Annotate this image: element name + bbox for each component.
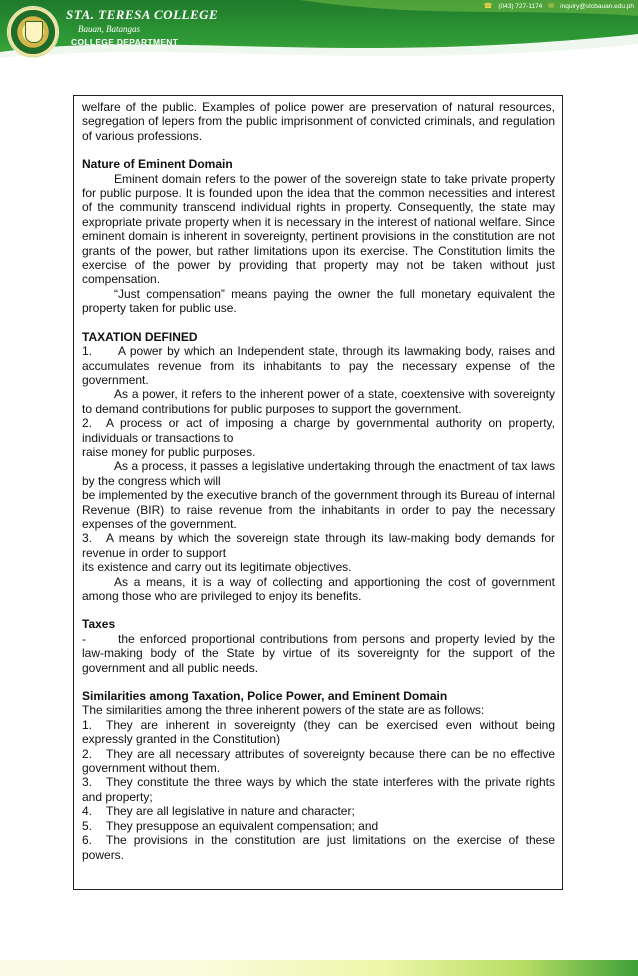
item-number: 6. [82, 833, 93, 848]
taxation-item-3-cont: its existence and carry out its legitimate objectives. [82, 560, 352, 575]
item-text: A means by which the sovereign state through its law-making body demands for revenue in order to support [82, 531, 555, 560]
list-item [82, 804, 555, 818]
contact-email: inquiry@stcbauan.edu.ph [560, 2, 634, 10]
taxation-item-2-cont: raise money for public purposes. [82, 444, 256, 459]
list-item [82, 775, 555, 804]
item-number: 4. [82, 804, 93, 819]
item-number: 3. [82, 531, 93, 546]
taxation-item-3 [82, 531, 555, 560]
item-number: 5. [82, 818, 93, 833]
item-text: A power by which an Independent state, through its lawmaking body, raises and accumulates revenue from its inhabitants to pay the necessary expense of the government. [82, 344, 555, 387]
list-item [82, 747, 555, 776]
dash-marker: - [82, 631, 86, 646]
taxation-item-2 [82, 416, 555, 445]
list-item [82, 833, 555, 862]
phone-icon: ☎ [483, 3, 493, 10]
eminent-domain-heading: Nature of Eminent Domain [82, 157, 233, 172]
intro-paragraph: welfare of the public. Examples of police power are preservation of natural resources, segregation of lepers from the public imprisonment of convicted criminals, and regulation of various professions. [82, 100, 555, 143]
seal-shield-icon [25, 21, 43, 43]
taxation-item-3-sub: As a means, it is a way of collecting and apportioning the cost of government among those who are privileged to enjoy its benefits. [82, 574, 555, 603]
item-text: They are inherent in sovereignty (they can be exercised even without being expressly granted in the Constitution) [82, 717, 555, 747]
similarities-heading: Similarities among Taxation, Police Power, and Eminent Domain [82, 689, 448, 704]
footer-strip [0, 960, 638, 976]
item-number: 3. [82, 775, 93, 790]
item-text: A process or act of imposing a charge by governmental authority on property, individuals or transactions to [82, 416, 555, 445]
college-place: Bauan, Batangas [78, 24, 140, 34]
mail-icon: ✉ [548, 3, 555, 10]
item-text: They constitute the three ways by which the state interferes with the private rights and property; [82, 775, 555, 804]
taxation-item-1 [82, 344, 555, 387]
item-text: They presuppose an equivalent compensation; and [106, 818, 379, 833]
item-text: They are all necessary attributes of sovereignty because there can be no effective government without them. [82, 746, 555, 776]
item-text: The provisions in the constitution are just limitations on the exercise of these powers. [82, 833, 555, 862]
similarities-list [82, 718, 555, 862]
content-frame [73, 95, 563, 890]
list-item [82, 718, 555, 747]
list-item [82, 819, 555, 833]
item-number: 1. [82, 344, 93, 359]
taxation-item-2-sub-cont: be implemented by the executive branch of the government through its Bureau of internal Revenue (BIR) to raise revenue from the inhabitants in order to pay the necessary expenses of the government. [82, 488, 555, 531]
item-number: 2. [82, 416, 93, 431]
taxation-item-2-sub: As a process, it passes a legislative undertaking through the enactment of tax laws by the congress which will [82, 459, 555, 488]
taxation-defined-heading: TAXATION DEFINED [82, 329, 198, 344]
item-number: 2. [82, 746, 93, 761]
taxes-heading: Taxes [82, 617, 116, 632]
header-banner [0, 0, 638, 74]
contact-phone: (043) 727-1174 [498, 2, 543, 10]
item-text: They are all legislative in nature and character; [106, 804, 355, 819]
eminent-domain-paragraph: Eminent domain refers to the power of the sovereign state to take private property for public purpose. It is founded upon the idea that the common necessities and interest of the community transcend individual rights in property. Consequently, the state may expropriate private property when it is necessary in the interest of national welfare. Since eminent domain is inherent in sovereignty, pertinent provisions in the constitution are not grants of the power, but rather limitations upon its exercise. The Constitution limits the exercise of the power by providing that property may not be taken without just compensation. [82, 171, 555, 287]
college-seal-logo [7, 6, 59, 58]
just-compensation-paragraph: “Just compensation” means paying the owner the full monetary equivalent the property taken for public use. [82, 286, 555, 316]
taxation-item-1-sub: As a power, it refers to the inherent power of a state, coextensive with sovereignty to demand contributions for public purposes to support the government. [82, 387, 555, 416]
taxes-definition [82, 632, 555, 675]
college-name: STA. TERESA COLLEGE [66, 7, 219, 22]
taxes-definition-text: the enforced proportional contributions from persons and property levied by the law-making body of the State by virtue of its sovereignty for the support of the government and all public needs. [82, 631, 555, 675]
contact-info [484, 2, 634, 10]
item-number: 1. [82, 717, 93, 732]
similarities-intro: The similarities among the three inherent powers of the state are as follows: [82, 703, 485, 718]
college-department: COLLEGE DEPARTMENT [71, 37, 179, 47]
